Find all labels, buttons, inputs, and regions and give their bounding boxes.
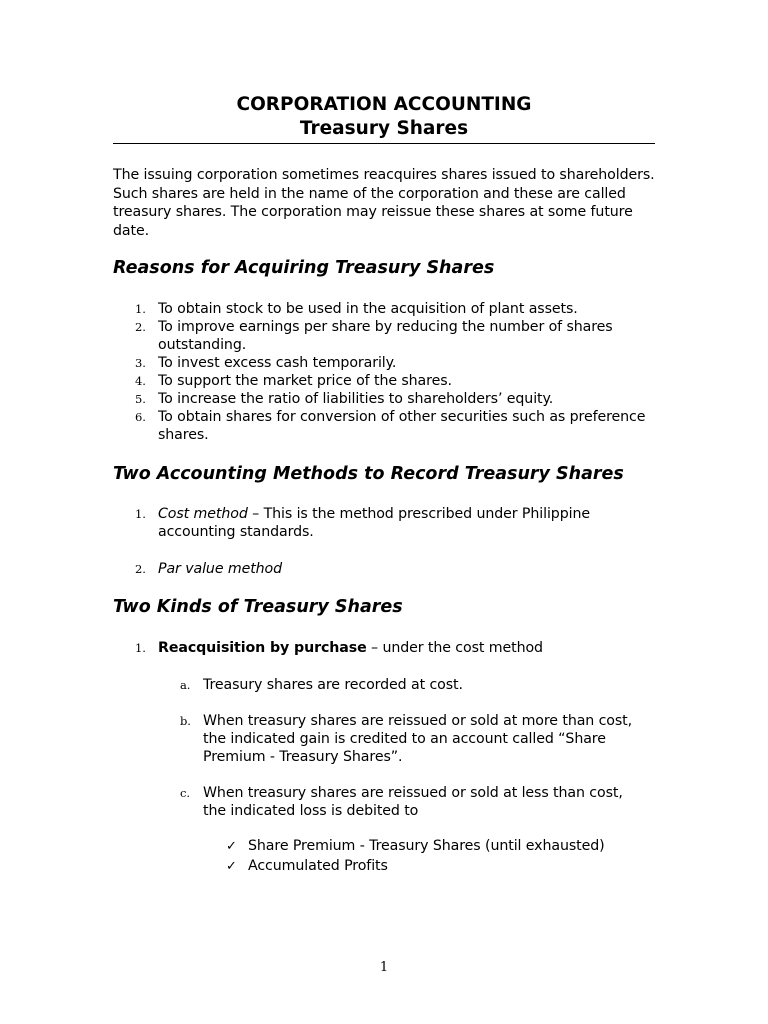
reasons-list [113,300,658,444]
list-item [113,390,658,408]
check-item [224,857,664,877]
sub-list-item-text: When treasury shares are reissued or sold at more than cost, the indicated gain is credited to an account called “Share Premium - Treasury Shares”. [203,713,633,765]
list-item [113,505,658,541]
list-item-text: – under the cost method [366,640,543,656]
kinds-list [113,639,658,657]
methods-list [113,505,658,541]
list-item [113,318,658,354]
list-item-text: To support the market price of the shares. [158,373,452,389]
method-term: Par value method [158,561,283,577]
list-number: 3. [135,356,146,370]
section-heading-kinds: Two Kinds of Treasury Shares [113,597,403,617]
intro-paragraph: The issuing corporation sometimes reacquires shares issued to shareholders. Such shares are held in the name of the corporation and these are called treasury shares. The corporation may reissue these shares at some future date. [113,167,655,239]
list-number: 5. [135,392,146,406]
check-item-text: Accumulated Profits [248,857,388,874]
section-heading-methods: Two Accounting Methods to Record Treasury Shares [113,464,624,484]
checklist [224,837,664,876]
checkmark-icon: ✓ [226,839,237,854]
sub-list-item [158,784,648,820]
check-item [224,837,664,857]
list-item [113,372,658,390]
sub-list-letter: c. [180,786,190,800]
list-item-text: – This is the method prescribed under Philippine accounting standards. [158,506,590,540]
sub-list-letter: b. [180,714,191,728]
method-term: Cost method [158,506,248,522]
sublist-b [158,712,648,766]
document-title: CORPORATION ACCOUNTING [236,94,532,115]
list-item [113,354,658,372]
sublist-c [158,784,648,820]
list-number: 1. [135,641,146,655]
sub-list-item-text: Treasury shares are recorded at cost. [203,677,463,693]
list-number: 2. [135,320,146,334]
list-item [113,408,658,444]
list-number: 6. [135,410,146,424]
list-item-text: To increase the ratio of liabilities to shareholders’ equity. [158,391,554,407]
section-heading-reasons: Reasons for Acquiring Treasury Shares [113,258,495,278]
sub-list-item [158,712,648,766]
methods-list-continued [113,560,658,578]
list-number: 1. [135,302,146,316]
list-item [113,560,658,578]
check-item-text: Share Premium - Treasury Shares (until exhausted) [248,838,605,854]
list-number: 2. [135,562,146,576]
page-number: 1 [379,960,389,975]
list-item-text: To improve earnings per share by reducing the number of shares outstanding. [158,319,613,353]
title-rule [113,143,655,144]
list-item [113,300,658,318]
document-subtitle: Treasury Shares [299,118,469,139]
list-item [113,639,658,657]
kind-term: Reacquisition by purchase [158,640,367,656]
sub-list-letter: a. [180,678,191,692]
sublist-a [158,676,648,694]
sub-list-item [158,676,648,694]
sub-list-item-text: When treasury shares are reissued or sold at less than cost, the indicated loss is debited to [203,785,623,819]
list-number: 1. [135,507,146,521]
list-item-text: To obtain stock to be used in the acquisition of plant assets. [158,301,578,317]
list-item-text: To invest excess cash temporarily. [158,355,397,371]
checkmark-icon: ✓ [226,858,237,874]
list-item-text: To obtain shares for conversion of other securities such as preference shares. [158,409,646,443]
list-number: 4. [135,374,146,388]
